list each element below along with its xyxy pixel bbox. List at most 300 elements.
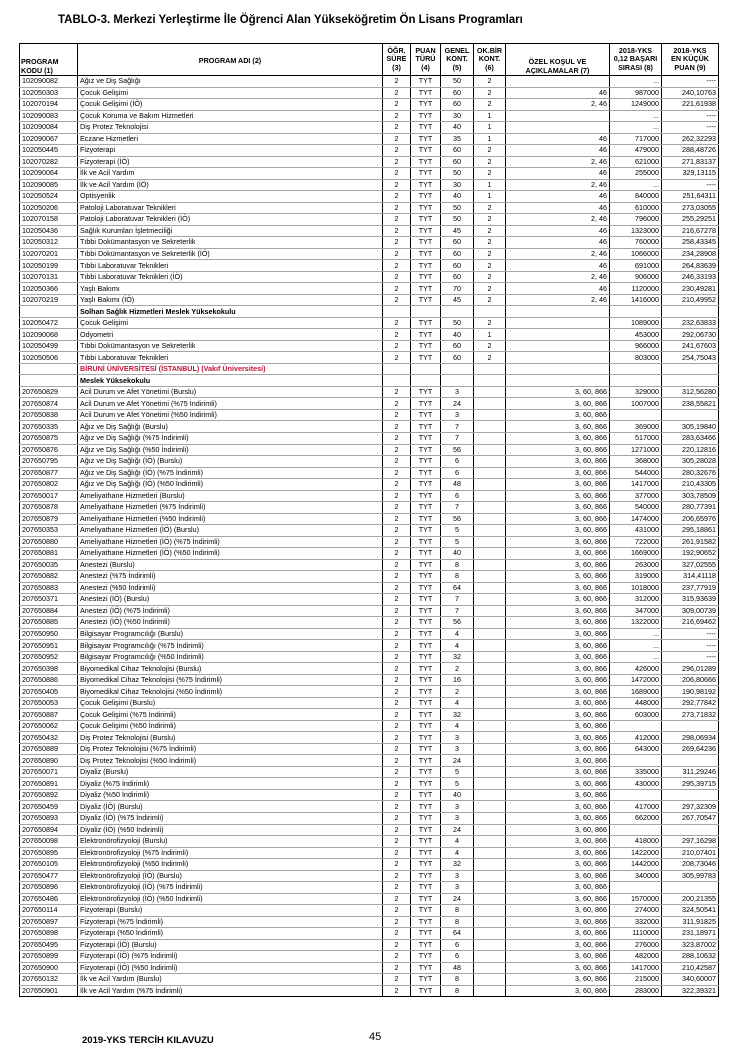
cell-en-kucuk-puan: 292,06730 — [662, 329, 719, 341]
cell-basari-sirasi — [610, 720, 662, 732]
cell-ogr-sure: 2 — [383, 248, 411, 260]
cell-basari-sirasi: 426000 — [610, 663, 662, 675]
cell-program-adi: Tıbbi Laboratuvar Teknikleri — [78, 260, 383, 272]
cell-en-kucuk-puan: ---- — [662, 628, 719, 640]
cell-program-kodu: 207650892 — [20, 789, 78, 801]
table-row — [20, 617, 719, 629]
cell-en-kucuk-puan: 241,67603 — [662, 340, 719, 352]
table-row — [20, 99, 719, 111]
cell-okbir-kont — [474, 363, 506, 375]
cell-en-kucuk-puan: 230,49281 — [662, 283, 719, 295]
cell-program-kodu: 207650105 — [20, 859, 78, 871]
cell-program-kodu — [20, 375, 78, 387]
cell-program-kodu: 207650887 — [20, 709, 78, 721]
cell-program-kodu: 207650876 — [20, 444, 78, 456]
cell-puan-turu: TYT — [411, 571, 441, 583]
cell-okbir-kont — [474, 651, 506, 663]
header-line: PROGRAM — [21, 57, 59, 66]
cell-program-adi: Elektronörofizyoloji (İÖ) (%50 İndirimli) — [78, 893, 383, 905]
cell-program-adi: Anestezi (İÖ) (Burslu) — [78, 594, 383, 606]
cell-okbir-kont — [474, 467, 506, 479]
cell-program-adi: Elektronörofizyoloji (%50 İndirimli) — [78, 859, 383, 871]
cell-basari-sirasi: 1271000 — [610, 444, 662, 456]
cell-puan-turu: TYT — [411, 663, 441, 675]
cell-okbir-kont: 1 — [474, 191, 506, 203]
cell-ozel-kosul: 3, 60, 866 — [506, 513, 610, 525]
cell-genel-kont: 8 — [441, 916, 474, 928]
cell-program-adi: Anestezi (Burslu) — [78, 559, 383, 571]
cell-ogr-sure: 2 — [383, 260, 411, 272]
table-row — [20, 110, 719, 122]
cell-puan-turu: TYT — [411, 697, 441, 709]
cell-program-kodu: 102070201 — [20, 248, 78, 260]
cell-puan-turu: TYT — [411, 191, 441, 203]
cell-genel-kont: 60 — [441, 87, 474, 99]
cell-puan-turu: TYT — [411, 214, 441, 226]
cell-ogr-sure: 2 — [383, 801, 411, 813]
cell-ogr-sure: 2 — [383, 214, 411, 226]
cell-okbir-kont — [474, 985, 506, 997]
cell-okbir-kont — [474, 525, 506, 537]
cell-ogr-sure: 2 — [383, 202, 411, 214]
cell-okbir-kont — [474, 628, 506, 640]
cell-okbir-kont — [474, 386, 506, 398]
cell-program-adi: Ameliyathane Hizmetleri (İÖ) (%75 İndirimli) — [78, 536, 383, 548]
cell-ozel-kosul: 3, 60, 866 — [506, 789, 610, 801]
cell-basari-sirasi: 1066000 — [610, 248, 662, 260]
cell-ogr-sure: 2 — [383, 697, 411, 709]
cell-program-adi: Diş Protez Teknolojisi (Burslu) — [78, 732, 383, 744]
cell-puan-turu: TYT — [411, 283, 441, 295]
cell-program-kodu: 207650829 — [20, 386, 78, 398]
cell-okbir-kont — [474, 571, 506, 583]
cell-puan-turu: TYT — [411, 766, 441, 778]
cell-basari-sirasi: 803000 — [610, 352, 662, 364]
cell-en-kucuk-puan: 267,70547 — [662, 813, 719, 825]
cell-okbir-kont: 2 — [474, 156, 506, 168]
cell-genel-kont: 2 — [441, 686, 474, 698]
table-row — [20, 859, 719, 871]
cell-okbir-kont — [474, 709, 506, 721]
cell-ozel-kosul: 3, 60, 866 — [506, 951, 610, 963]
cell-puan-turu: TYT — [411, 110, 441, 122]
cell-program-adi: Tıbbi Laboratuvar Teknikleri — [78, 352, 383, 364]
cell-program-adi: Fizyoterapi (Burslu) — [78, 905, 383, 917]
cell-program-adi: Çocuk Koruma ve Bakım Hizmetleri — [78, 110, 383, 122]
cell-program-kodu: 207650881 — [20, 548, 78, 560]
cell-basari-sirasi: 335000 — [610, 766, 662, 778]
cell-okbir-kont — [474, 432, 506, 444]
table-row — [20, 225, 719, 237]
cell-ozel-kosul: 3, 60, 866 — [506, 663, 610, 675]
cell-program-adi: Çocuk Gelişimi (Burslu) — [78, 697, 383, 709]
cell-program-adi: Ağız ve Diş Sağlığı (%50 İndirimli) — [78, 444, 383, 456]
cell-puan-turu: TYT — [411, 502, 441, 514]
table-row — [20, 479, 719, 491]
cell-genel-kont: 50 — [441, 168, 474, 180]
cell-ozel-kosul: 3, 60, 866 — [506, 479, 610, 491]
cell-ozel-kosul: 3, 60, 866 — [506, 421, 610, 433]
header-line: AÇIKLAMALAR (7) — [525, 65, 590, 75]
cell-en-kucuk-puan: 283,63466 — [662, 432, 719, 444]
cell-ozel-kosul: 3, 60, 866 — [506, 571, 610, 583]
cell-ozel-kosul: 3, 60, 866 — [506, 766, 610, 778]
cell-basari-sirasi: ... — [610, 640, 662, 652]
cell-ozel-kosul: 3, 60, 866 — [506, 905, 610, 917]
cell-en-kucuk-puan — [662, 882, 719, 894]
cell-okbir-kont: 2 — [474, 168, 506, 180]
cell-program-adi: Ameliyathane Hizmetleri (İÖ) (%50 İndirimli) — [78, 548, 383, 560]
cell-ozel-kosul: 46 — [506, 168, 610, 180]
cell-ozel-kosul: 46 — [506, 260, 610, 272]
cell-genel-kont: 4 — [441, 720, 474, 732]
table-row — [20, 962, 719, 974]
cell-ogr-sure: 2 — [383, 813, 411, 825]
cell-basari-sirasi: 987000 — [610, 87, 662, 99]
cell-program-kodu: 207650017 — [20, 490, 78, 502]
cell-genel-kont: 6 — [441, 939, 474, 951]
cell-ogr-sure: 2 — [383, 237, 411, 249]
cell-puan-turu: TYT — [411, 386, 441, 398]
cell-en-kucuk-puan: 264,83639 — [662, 260, 719, 272]
cell-okbir-kont — [474, 686, 506, 698]
cell-okbir-kont — [474, 974, 506, 986]
cell-en-kucuk-puan: ---- — [662, 640, 719, 652]
cell-genel-kont: 32 — [441, 709, 474, 721]
table-row — [20, 951, 719, 963]
cell-okbir-kont: 2 — [474, 248, 506, 260]
cell-program-kodu: 207650890 — [20, 755, 78, 767]
cell-program-kodu: 207650459 — [20, 801, 78, 813]
cell-program-adi: Tıbbi Dokümantasyon ve Sekreterlik — [78, 340, 383, 352]
cell-ogr-sure: 2 — [383, 720, 411, 732]
cell-ogr-sure: 2 — [383, 859, 411, 871]
cell-en-kucuk-puan: 220,12816 — [662, 444, 719, 456]
cell-ozel-kosul: 2, 46 — [506, 156, 610, 168]
cell-puan-turu — [411, 306, 441, 318]
cell-basari-sirasi: 1474000 — [610, 513, 662, 525]
header-puan-turu — [411, 44, 441, 76]
cell-genel-kont: 24 — [441, 893, 474, 905]
cell-ogr-sure: 2 — [383, 502, 411, 514]
cell-program-kodu: 102050199 — [20, 260, 78, 272]
cell-genel-kont: 40 — [441, 789, 474, 801]
table-body — [20, 76, 719, 997]
cell-en-kucuk-puan: 309,00739 — [662, 605, 719, 617]
cell-ozel-kosul — [506, 340, 610, 352]
table-row — [20, 317, 719, 329]
section-row — [20, 375, 719, 387]
cell-ogr-sure: 2 — [383, 536, 411, 548]
cell-genel-kont: 7 — [441, 421, 474, 433]
header-line: OK.BİR — [476, 45, 503, 55]
table-row — [20, 778, 719, 790]
cell-basari-sirasi: 662000 — [610, 813, 662, 825]
cell-ozel-kosul — [506, 122, 610, 134]
cell-okbir-kont — [474, 789, 506, 801]
table-row — [20, 444, 719, 456]
cell-en-kucuk-puan — [662, 720, 719, 732]
cell-puan-turu: TYT — [411, 99, 441, 111]
cell-ozel-kosul: 46 — [506, 202, 610, 214]
cell-genel-kont: 50 — [441, 214, 474, 226]
page-number: 45 — [369, 1031, 382, 1043]
cell-genel-kont: 4 — [441, 640, 474, 652]
cell-en-kucuk-puan: 292,77842 — [662, 697, 719, 709]
cell-genel-kont: 70 — [441, 283, 474, 295]
cell-ogr-sure: 2 — [383, 225, 411, 237]
cell-ozel-kosul: 3, 60, 866 — [506, 398, 610, 410]
table-row — [20, 386, 719, 398]
cell-okbir-kont — [474, 456, 506, 468]
cell-ogr-sure: 2 — [383, 582, 411, 594]
cell-puan-turu: TYT — [411, 156, 441, 168]
cell-ozel-kosul: 46 — [506, 237, 610, 249]
cell-genel-kont: 60 — [441, 145, 474, 157]
cell-genel-kont: 50 — [441, 76, 474, 88]
cell-program-adi: Acil Durum ve Afet Yönetimi (Burslu) — [78, 386, 383, 398]
cell-ozel-kosul: 3, 60, 866 — [506, 444, 610, 456]
cell-okbir-kont — [474, 421, 506, 433]
table-row — [20, 191, 719, 203]
cell-basari-sirasi: 1472000 — [610, 674, 662, 686]
cell-en-kucuk-puan — [662, 409, 719, 421]
cell-genel-kont: 8 — [441, 559, 474, 571]
cell-basari-sirasi: ... — [610, 76, 662, 88]
cell-program-kodu: 102050506 — [20, 352, 78, 364]
cell-ogr-sure: 2 — [383, 340, 411, 352]
cell-program-kodu: 207650795 — [20, 456, 78, 468]
cell-genel-kont: 3 — [441, 386, 474, 398]
cell-basari-sirasi: ... — [610, 110, 662, 122]
cell-genel-kont: 48 — [441, 962, 474, 974]
header-line: TÜRÜ — [415, 54, 436, 64]
header-line: GENEL — [444, 45, 470, 55]
cell-ogr-sure: 2 — [383, 778, 411, 790]
cell-program-adi: Fizyoterapi (İÖ) (%50 İndirimli) — [78, 962, 383, 974]
cell-basari-sirasi: 340000 — [610, 870, 662, 882]
cell-genel-kont: 6 — [441, 951, 474, 963]
cell-ogr-sure: 2 — [383, 352, 411, 364]
cell-ogr-sure: 2 — [383, 329, 411, 341]
cell-basari-sirasi: 1120000 — [610, 283, 662, 295]
cell-ogr-sure: 2 — [383, 905, 411, 917]
cell-puan-turu: TYT — [411, 237, 441, 249]
cell-puan-turu: TYT — [411, 916, 441, 928]
cell-puan-turu: TYT — [411, 260, 441, 272]
cell-ogr-sure: 2 — [383, 640, 411, 652]
cell-genel-kont — [441, 306, 474, 318]
cell-program-kodu: 207650477 — [20, 870, 78, 882]
cell-basari-sirasi: 906000 — [610, 271, 662, 283]
cell-puan-turu: TYT — [411, 824, 441, 836]
cell-okbir-kont: 2 — [474, 99, 506, 111]
header-line: 2018-YKS — [673, 45, 707, 55]
cell-basari-sirasi: 517000 — [610, 432, 662, 444]
cell-program-adi: Çocuk Gelişimi (%75 İndirimli) — [78, 709, 383, 721]
table-row — [20, 490, 719, 502]
cell-program-kodu: 102090068 — [20, 329, 78, 341]
cell-basari-sirasi: 482000 — [610, 951, 662, 963]
university-name: BİRUNİ ÜNİVERSİTESİ (İSTANBUL) (Vakıf Üniversitesi) — [78, 363, 383, 375]
cell-puan-turu: TYT — [411, 605, 441, 617]
table-row — [20, 156, 719, 168]
cell-en-kucuk-puan — [662, 824, 719, 836]
cell-basari-sirasi: 255000 — [610, 168, 662, 180]
cell-ozel-kosul: 3, 60, 866 — [506, 559, 610, 571]
cell-ogr-sure: 2 — [383, 985, 411, 997]
cell-en-kucuk-puan: 210,49952 — [662, 294, 719, 306]
cell-genel-kont: 6 — [441, 490, 474, 502]
table-row — [20, 663, 719, 675]
cell-ogr-sure: 2 — [383, 99, 411, 111]
cell-program-kodu: 207650894 — [20, 824, 78, 836]
section-name: Meslek Yüksekokulu — [78, 375, 383, 387]
cell-basari-sirasi: 621000 — [610, 156, 662, 168]
cell-ogr-sure: 2 — [383, 548, 411, 560]
cell-basari-sirasi: 1422000 — [610, 847, 662, 859]
header-line: PUAN (9) — [674, 62, 706, 72]
cell-ozel-kosul: 3, 60, 866 — [506, 743, 610, 755]
cell-okbir-kont: 2 — [474, 225, 506, 237]
cell-program-adi: Çocuk Gelişimi — [78, 87, 383, 99]
cell-genel-kont: 8 — [441, 974, 474, 986]
cell-puan-turu: TYT — [411, 202, 441, 214]
cell-program-kodu: 207650335 — [20, 421, 78, 433]
cell-puan-turu: TYT — [411, 640, 441, 652]
cell-ozel-kosul — [506, 363, 610, 375]
cell-program-adi: Ameliyathane Hizmetleri (İÖ) (Burslu) — [78, 525, 383, 537]
cell-puan-turu: TYT — [411, 720, 441, 732]
cell-program-kodu — [20, 306, 78, 318]
cell-program-kodu: 207650883 — [20, 582, 78, 594]
cell-ozel-kosul: 3, 60, 866 — [506, 882, 610, 894]
cell-program-adi: Ağız ve Diş Sağlığı (Burslu) — [78, 421, 383, 433]
cell-en-kucuk-puan: 210,43305 — [662, 479, 719, 491]
header-line: ÖZEL KOŞUL VE — [528, 57, 587, 66]
table-row — [20, 743, 719, 755]
cell-basari-sirasi: 417000 — [610, 801, 662, 813]
cell-okbir-kont — [474, 870, 506, 882]
cell-okbir-kont — [474, 732, 506, 744]
cell-basari-sirasi: ... — [610, 179, 662, 191]
cell-ozel-kosul: 3, 60, 866 — [506, 525, 610, 537]
cell-ogr-sure: 2 — [383, 789, 411, 801]
cell-puan-turu: TYT — [411, 525, 441, 537]
cell-ogr-sure: 2 — [383, 398, 411, 410]
cell-okbir-kont: 1 — [474, 122, 506, 134]
cell-puan-turu: TYT — [411, 870, 441, 882]
cell-en-kucuk-puan: 234,28908 — [662, 248, 719, 260]
header-line: 0,12 BAŞARI — [613, 54, 658, 64]
cell-ogr-sure: 2 — [383, 651, 411, 663]
cell-puan-turu: TYT — [411, 962, 441, 974]
cell-program-kodu: 102090083 — [20, 110, 78, 122]
cell-en-kucuk-puan: 192,90652 — [662, 548, 719, 560]
table-row — [20, 571, 719, 583]
cell-puan-turu: TYT — [411, 467, 441, 479]
cell-program-kodu: 207650132 — [20, 974, 78, 986]
cell-program-kodu: 207650898 — [20, 928, 78, 940]
table-row — [20, 283, 719, 295]
cell-program-adi: Bilgisayar Programcılığı (Burslu) — [78, 628, 383, 640]
cell-ogr-sure: 2 — [383, 456, 411, 468]
header-line: (6) — [485, 62, 494, 72]
cell-program-adi: Fizyoterapi — [78, 145, 383, 157]
cell-basari-sirasi: ... — [610, 651, 662, 663]
cell-ogr-sure: 2 — [383, 294, 411, 306]
cell-program-kodu: 207650901 — [20, 985, 78, 997]
cell-genel-kont: 60 — [441, 99, 474, 111]
cell-en-kucuk-puan: 210,07401 — [662, 847, 719, 859]
cell-basari-sirasi: 643000 — [610, 743, 662, 755]
cell-genel-kont: 8 — [441, 985, 474, 997]
cell-en-kucuk-puan: 246,33193 — [662, 271, 719, 283]
cell-ozel-kosul: 2, 46 — [506, 214, 610, 226]
cell-puan-turu: TYT — [411, 928, 441, 940]
cell-genel-kont: 60 — [441, 271, 474, 283]
cell-genel-kont: 60 — [441, 260, 474, 272]
cell-puan-turu: TYT — [411, 617, 441, 629]
cell-program-kodu: 207650885 — [20, 617, 78, 629]
cell-okbir-kont — [474, 778, 506, 790]
table-row — [20, 168, 719, 180]
cell-ozel-kosul: 2, 46 — [506, 271, 610, 283]
cell-puan-turu: TYT — [411, 755, 441, 767]
cell-program-adi: Tıbbi Laboratuvar Teknikleri (İÖ) — [78, 271, 383, 283]
cell-ogr-sure: 2 — [383, 479, 411, 491]
cell-ogr-sure: 2 — [383, 674, 411, 686]
cell-genel-kont: 64 — [441, 582, 474, 594]
cell-ozel-kosul: 3, 60, 866 — [506, 778, 610, 790]
cell-genel-kont: 7 — [441, 594, 474, 606]
cell-basari-sirasi: 1669000 — [610, 548, 662, 560]
table-row — [20, 525, 719, 537]
cell-program-adi: Anestezi (İÖ) (%75 İndirimli) — [78, 605, 383, 617]
cell-genel-kont: 3 — [441, 882, 474, 894]
header-okbir-kont — [474, 44, 506, 76]
cell-genel-kont: 3 — [441, 801, 474, 813]
cell-okbir-kont: 2 — [474, 340, 506, 352]
cell-ozel-kosul: 3, 60, 866 — [506, 548, 610, 560]
table-row — [20, 594, 719, 606]
cell-basari-sirasi — [610, 755, 662, 767]
cell-program-adi: Diyaliz (İÖ) (%75 İndirimli) — [78, 813, 383, 825]
cell-genel-kont: 5 — [441, 766, 474, 778]
cell-genel-kont: 45 — [441, 225, 474, 237]
cell-en-kucuk-puan: 305,99783 — [662, 870, 719, 882]
cell-ogr-sure: 2 — [383, 432, 411, 444]
cell-program-kodu: 102050524 — [20, 191, 78, 203]
table-row — [20, 801, 719, 813]
cell-genel-kont: 40 — [441, 548, 474, 560]
table-row — [20, 882, 719, 894]
cell-ozel-kosul: 46 — [506, 191, 610, 203]
cell-puan-turu: TYT — [411, 536, 441, 548]
cell-ogr-sure: 2 — [383, 847, 411, 859]
cell-ogr-sure: 2 — [383, 467, 411, 479]
cell-genel-kont: 60 — [441, 237, 474, 249]
cell-puan-turu: TYT — [411, 479, 441, 491]
header-line: (5) — [452, 62, 462, 72]
cell-genel-kont: 32 — [441, 651, 474, 663]
table-row — [20, 260, 719, 272]
cell-ozel-kosul: 46 — [506, 145, 610, 157]
cell-program-adi: Ağız ve Diş Sağlığı (İÖ) (%50 İndirimli) — [78, 479, 383, 491]
cell-program-kodu: 207650896 — [20, 882, 78, 894]
cell-ozel-kosul: 3, 60, 866 — [506, 651, 610, 663]
table-row — [20, 409, 719, 421]
